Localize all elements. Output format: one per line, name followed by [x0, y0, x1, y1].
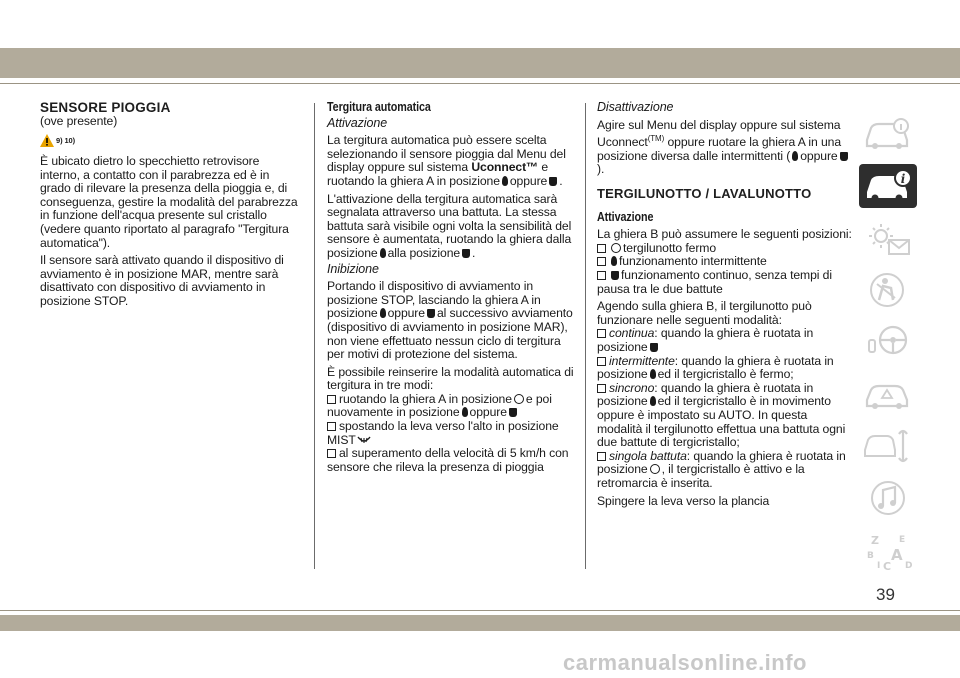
section-title: SENSORE PIOGGIA — [40, 100, 171, 115]
music-note-icon — [861, 478, 915, 518]
bullet-box-icon — [597, 357, 606, 366]
wiper-off-icon — [514, 394, 524, 404]
paragraph: Spingere la leva verso la plancia — [597, 493, 770, 508]
list-item — [597, 355, 855, 382]
svg-text:I: I — [877, 561, 881, 570]
paragraph: È possibile reinserire la modalità automatica di tergitura in tre modi: — [327, 364, 574, 393]
wrench-car-icon — [861, 426, 915, 466]
text-run: spostando la leva verso l'alto in posizione MIST — [327, 419, 559, 447]
bullet-box-icon — [597, 384, 606, 393]
footer-band — [0, 615, 960, 631]
svg-text:C: C — [883, 560, 892, 570]
bullet-box-icon — [327, 395, 336, 404]
text-run: e ruotando la ghiera A in posizione — [327, 160, 549, 188]
text-run: : quando la ghiera è ruotata in posizione — [597, 448, 846, 477]
list-item — [327, 393, 577, 420]
wiper-auto-sensitive-icon — [509, 408, 517, 417]
mode-name: sincrono — [609, 380, 655, 395]
wiper-intermittent-icon — [650, 396, 656, 406]
chapter-tabs — [859, 112, 919, 580]
chapter-tab-dashboard-active[interactable] — [859, 164, 917, 208]
paragraph — [327, 280, 577, 362]
warning-reference — [40, 134, 75, 148]
column-divider — [314, 103, 315, 569]
text-run: Portando il dispositivo di avviamento in posizione STOP, lasciando la ghiera A in posizione — [327, 279, 541, 321]
text-run: ed il tergicristallo è in movimento oppure è impostato su AUTO. In questa modalità il tergilunotto effettua una battuta ogni due battute di tergicristallo; — [597, 394, 846, 450]
subsection-title: Inibizione — [327, 261, 379, 276]
paragraph: La ghiera B può assumere le seguenti posizioni: — [597, 227, 852, 242]
svg-text:Z: Z — [871, 534, 879, 547]
section-title: TERGILUNOTTO / LAVALUNOTTO — [597, 186, 812, 202]
chapter-tab-vehicle[interactable] — [859, 112, 917, 156]
text-run: : quando la ghiera è ruotata in posizione — [597, 326, 814, 354]
trademark: (TM) — [647, 134, 665, 144]
paragraph: È ubicato dietro lo specchietto retrovisore interno, a contatto con il parabrezza ed è in grado di rilevare la presenza della pioggia e, di conseguenza, gestire la modalità del parabrezza in funzione dell'acqua presente sul cristallo (vedere quanto riportato al paragrafo "Tergitura automatica"). — [40, 154, 298, 250]
svg-text:B: B — [867, 551, 874, 561]
wiper-continuous-icon — [611, 271, 619, 280]
wiper-auto-sensitive-icon — [462, 249, 470, 258]
svg-text:E: E — [899, 535, 906, 545]
text-run: oppure — [469, 405, 507, 420]
mode-name: singola battuta — [609, 448, 687, 463]
chapter-tab-safety[interactable] — [859, 268, 917, 312]
column-auto-wipe — [327, 101, 577, 474]
chapter-tab-driving[interactable] — [859, 320, 917, 364]
list-item — [327, 420, 577, 447]
chapter-tab-lights[interactable] — [859, 216, 917, 260]
light-message-icon — [861, 218, 915, 258]
chapter-tab-emergency[interactable] — [859, 372, 917, 416]
subsection-title: Attivazione — [597, 209, 654, 224]
brand-name: Uconnect™ — [471, 160, 539, 175]
list-item — [327, 447, 577, 474]
wiper-intermittent-icon — [611, 256, 617, 266]
bullet-box-icon — [597, 244, 606, 253]
paragraph — [327, 193, 577, 261]
list-item — [597, 382, 855, 450]
watermark: carmanualsonline.info — [563, 650, 807, 675]
section-subtitle: (ove presente) — [40, 113, 118, 128]
text-run: tergilunotto fermo — [623, 240, 717, 255]
wiper-auto-icon — [380, 308, 386, 318]
header-band — [0, 48, 960, 78]
subsection-title: Attivazione — [327, 115, 388, 130]
car-info-icon — [861, 166, 915, 206]
list-item — [597, 242, 855, 256]
steering-wheel-icon — [861, 322, 915, 362]
column-rear-wiper — [597, 101, 855, 508]
list-item — [597, 255, 855, 269]
column-rain-sensor — [40, 101, 302, 309]
text-run: oppure — [387, 306, 425, 321]
warning-triangle-icon — [40, 134, 54, 147]
paragraph: Il sensore sarà attivato quando il dispositivo di avviamento è in posizione MAR, mentre sarà disattivato con dispositivo di avviamento in posizione STOP. — [40, 253, 284, 309]
bullet-box-icon — [597, 452, 606, 461]
text-run: oppure — [800, 148, 838, 163]
svg-text:A: A — [891, 546, 903, 564]
text-run: L'attivazione della tergitura automatica sarà segnalata attraverso una battuta. La stessa battuta sarà visibile ogni volta la sensibilità del sensore è aumentata, ruotando la ghiera dalla posizione — [327, 191, 572, 260]
wiper-auto-icon — [380, 248, 386, 258]
chapter-tab-maintenance[interactable] — [859, 424, 917, 468]
paragraph: Agendo sulla ghiera B, il tergilunotto può funzionare nelle seguenti modalità: — [597, 299, 812, 327]
bullet-box-icon — [597, 329, 606, 338]
footer-rule — [0, 610, 960, 611]
mode-name: continua — [609, 326, 655, 341]
text-run: funzionamento intermittente — [619, 254, 767, 269]
wiper-auto-icon — [502, 176, 508, 186]
wiper-auto-icon — [792, 151, 798, 161]
hazard-car-icon — [861, 374, 915, 414]
wiper-auto-sensitive-icon — [427, 309, 435, 318]
wiper-off-icon — [611, 243, 621, 253]
alphabet-index-icon — [861, 530, 915, 570]
mist-icon — [357, 436, 371, 446]
text-run: oppure ruotare la ghiera A in una posizione diversa dalle intermittenti ( — [597, 135, 842, 163]
bullet-box-icon — [597, 271, 606, 280]
subsection-title: Disattivazione — [597, 100, 674, 114]
wiper-intermittent-icon — [650, 369, 656, 379]
warning-ref-text: 9) 10) — [56, 136, 75, 146]
text-run: oppure — [509, 173, 548, 188]
list-item — [597, 269, 855, 296]
text-run: e poi nuovamente in posizione — [327, 391, 552, 420]
text-run: . — [559, 173, 563, 188]
text-run: : quando la ghiera è ruotata in posizione — [597, 353, 834, 382]
svg-text:i: i — [900, 172, 906, 186]
bullet-box-icon — [597, 257, 606, 266]
text-run: funzionamento continuo, senza tempi di pausa tra le due battute — [597, 268, 832, 296]
text-run: alla posizione — [387, 245, 461, 260]
text-run: ed il tergicristallo è fermo; — [657, 367, 794, 382]
car-info-icon — [861, 114, 915, 154]
text-run: al superamento della velocità di 5 km/h con sensore che rileva la presenza di pioggia — [327, 446, 569, 474]
wiper-continuous-icon — [650, 343, 658, 352]
section-title: Tergitura automatica — [327, 100, 431, 114]
wiper-off-icon — [650, 464, 660, 474]
mode-name: intermittente — [609, 353, 675, 368]
chapter-tab-multimedia[interactable] — [859, 476, 917, 520]
text-run: . — [472, 245, 476, 260]
text-run: ). — [597, 162, 605, 177]
bullet-box-icon — [327, 449, 336, 458]
text-run: La tergitura automatica può essere scelta selezionando il sensore pioggia dal Menu del display oppure sul sistema — [327, 133, 566, 175]
bullet-box-icon — [327, 422, 336, 431]
wiper-auto-sensitive-icon — [549, 177, 557, 186]
text-run: ruotando la ghiera A in posizione — [339, 391, 512, 406]
text-run: Agire sul Menu del display oppure sul sistema Uconnect — [597, 117, 841, 150]
seat-belt-icon — [861, 270, 915, 310]
paragraph — [597, 119, 855, 177]
wiper-auto-icon — [462, 407, 468, 417]
text-run: , il tergicristallo è attivo e la retromarcia è inserita. — [597, 462, 805, 490]
page-number: 39 — [876, 585, 895, 604]
text-run: al successivo avviamento (dispositivo di avviamento in posizione MAR), non viene effettuato nessun ciclo di tergitura per motivi di protezione del sistema. — [327, 306, 573, 362]
list-item — [597, 327, 855, 354]
wiper-auto-sensitive-icon — [840, 152, 848, 161]
header-rule — [0, 83, 960, 84]
text-run: : quando la ghiera è ruotata in posizione — [597, 380, 814, 409]
svg-text:D: D — [905, 561, 913, 570]
list-item — [597, 450, 855, 491]
paragraph — [327, 134, 577, 188]
chapter-tab-index[interactable] — [859, 528, 917, 572]
column-divider — [585, 103, 586, 569]
